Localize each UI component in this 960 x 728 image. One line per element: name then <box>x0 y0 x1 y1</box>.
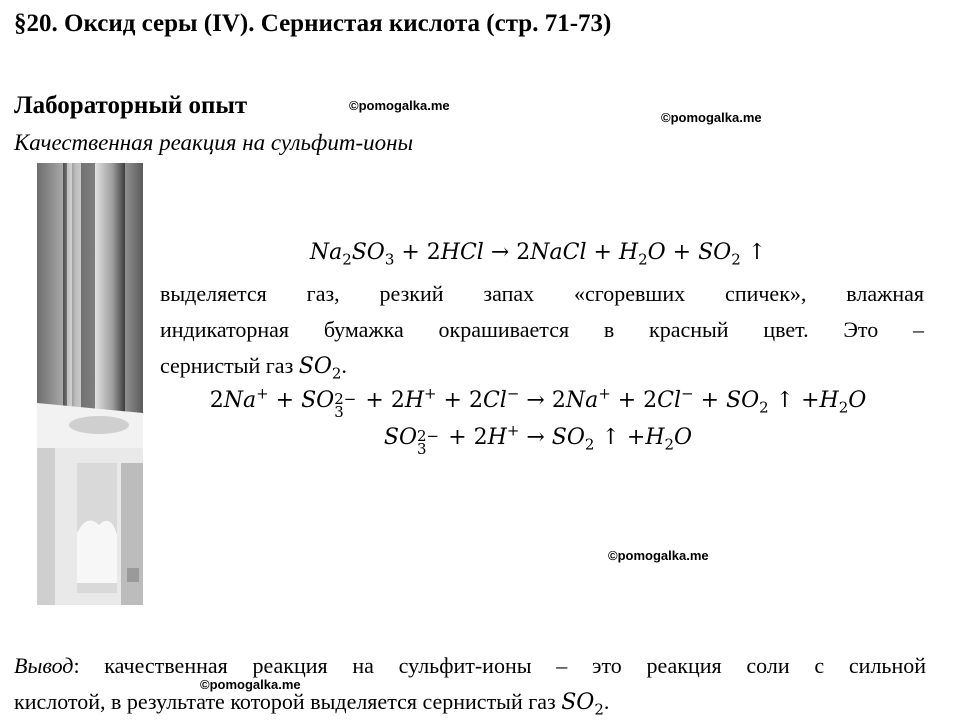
conclusion-label: Вывод <box>14 653 74 678</box>
conclusion-paragraph <box>14 648 926 721</box>
test-tube-photo <box>37 163 143 605</box>
observation-line: сернистый газ $SO_2$. <box>160 353 347 383</box>
full-ionic-equation: 2Na+ + SO 2− 3 + $2H^+ + 2Cl^- \to 2Na^+ + 2Cl^- + SO_2$ ↑ $+H_2O$ <box>209 384 867 422</box>
conclusion-line: Вывод: качественная реакция на сульфит-ионы – это реакция соли с сильной <box>14 653 926 678</box>
watermark: ©pomogalka.me <box>200 677 301 692</box>
short-ionic-equation: SO 2− 3 + $2H^+ \to SO_2$ ↑ $+H_2O$ <box>383 421 693 459</box>
watermark: ©pomogalka.me <box>661 110 762 125</box>
observation-line: выделяется газ, резкий запах «сгоревших спичек», влажная <box>160 281 924 306</box>
experiment-topic: Качественная реакция на сульфит-ионы <box>14 130 414 155</box>
page-title: §20. Оксид серы (IV). Сернистая кислота (стр. 71-73) <box>14 10 612 37</box>
observation-line: индикаторная бумажка окрашивается в красный цвет. Это – <box>160 317 924 342</box>
observation-paragraph <box>160 276 924 385</box>
watermark: ©pomogalka.me <box>349 98 450 113</box>
watermark: ©pomogalka.me <box>608 548 709 563</box>
molecular-equation: $Na_2SO_3 + 2HCl$ → 2NaCl + $H_2O + SO_2$ ↑ <box>309 240 767 269</box>
conclusion-line: кислотой, в результате которой выделяется сернистый газ $SO_2$. <box>14 689 610 719</box>
section-heading: Лабораторный опыт <box>14 92 248 119</box>
